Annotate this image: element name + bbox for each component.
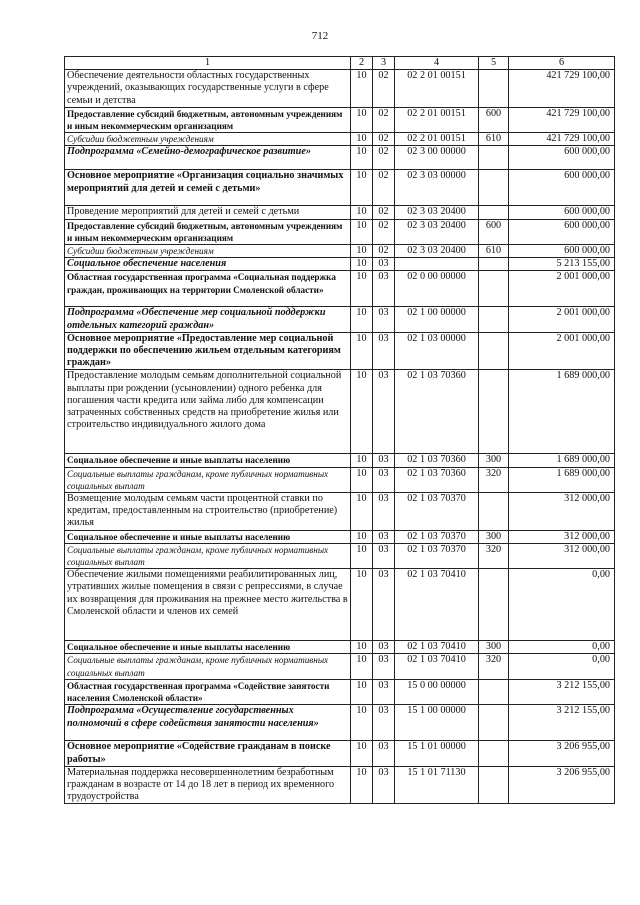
row-section-cell: 10: [351, 245, 373, 258]
row-name-cell: Социальные выплаты гражданам, кроме публичных нормативных социальных выплат: [65, 467, 351, 492]
row-amount-cell: 0,00: [509, 654, 615, 679]
row-target-article-cell: 02 1 03 70360: [395, 454, 479, 467]
row-expense-type-cell: [479, 332, 509, 370]
row-name-cell: Основное мероприятие «Организация социально значимых мероприятий для детей и семей с детьми»: [65, 170, 351, 206]
row-name-cell: Проведение мероприятий для детей и семей с детьми: [65, 206, 351, 219]
row-subsection-cell: 03: [373, 741, 395, 766]
row-expense-type-cell: 610: [479, 133, 509, 146]
row-subsection-cell: 02: [373, 219, 395, 244]
row-name-cell: Подпрограмма «Семейно-демографическое развитие»: [65, 146, 351, 170]
row-expense-type-cell: [479, 370, 509, 454]
row-amount-cell: 5 213 155,00: [509, 258, 615, 271]
row-target-article-cell: 02 3 03 00000: [395, 170, 479, 206]
row-amount-cell: 0,00: [509, 641, 615, 654]
table-row: [65, 679, 615, 704]
row-expense-type-cell: 320: [479, 467, 509, 492]
row-subsection-cell: 03: [373, 766, 395, 804]
table-row: [65, 307, 615, 332]
row-section-cell: 10: [351, 206, 373, 219]
row-expense-type-cell: [479, 258, 509, 271]
row-subsection-cell: 03: [373, 467, 395, 492]
row-expense-type-cell: 300: [479, 530, 509, 543]
row-amount-cell: 0,00: [509, 569, 615, 641]
row-expense-type-cell: 600: [479, 219, 509, 244]
row-subsection-cell: 02: [373, 70, 395, 108]
row-target-article-cell: 02 0 00 00000: [395, 271, 479, 307]
row-amount-cell: 1 689 000,00: [509, 454, 615, 467]
header-col-5: 5: [479, 57, 509, 70]
row-name-cell: Основное мероприятие «Содействие гражданам в поиске работы»: [65, 741, 351, 766]
row-name-cell: Основное мероприятие «Предоставление мер социальной поддержки по обеспечению жильем отдельным категориям граждан»: [65, 332, 351, 370]
row-target-article-cell: 02 1 03 70410: [395, 654, 479, 679]
row-name-cell: Областная государственная программа «Социальная поддержка граждан, проживающих на территории Смоленской области»: [65, 271, 351, 307]
row-subsection-cell: 02: [373, 170, 395, 206]
row-name-cell: Социальные выплаты гражданам, кроме публичных нормативных социальных выплат: [65, 654, 351, 679]
row-expense-type-cell: 600: [479, 107, 509, 132]
row-section-cell: 10: [351, 258, 373, 271]
row-subsection-cell: 03: [373, 307, 395, 332]
row-subsection-cell: 03: [373, 543, 395, 568]
row-name-cell: Обеспечение жилыми помещениями реабилитированных лиц, утративших жилые помещения в связи с репрессиями, в случае их возвращения для проживания на прежнее место жительства в Смоленской области и членов их семей: [65, 569, 351, 641]
row-target-article-cell: 02 2 01 00151: [395, 107, 479, 132]
row-amount-cell: 3 206 955,00: [509, 741, 615, 766]
row-section-cell: 10: [351, 454, 373, 467]
row-name-cell: Социальное обеспечение и иные выплаты населению: [65, 530, 351, 543]
row-expense-type-cell: [479, 206, 509, 219]
row-expense-type-cell: 300: [479, 641, 509, 654]
row-target-article-cell: 15 0 00 00000: [395, 679, 479, 704]
row-expense-type-cell: [479, 569, 509, 641]
table-row: [65, 569, 615, 641]
table-row: [65, 766, 615, 804]
row-amount-cell: 2 001 000,00: [509, 271, 615, 307]
row-section-cell: 10: [351, 107, 373, 132]
table-row: [65, 107, 615, 132]
row-expense-type-cell: 320: [479, 654, 509, 679]
row-amount-cell: 3 212 155,00: [509, 705, 615, 741]
row-section-cell: 10: [351, 530, 373, 543]
row-expense-type-cell: 320: [479, 543, 509, 568]
header-col-2: 2: [351, 57, 373, 70]
row-name-cell: Предоставление субсидий бюджетным, автономным учреждениям и иным некоммерческим организациям: [65, 219, 351, 244]
row-amount-cell: 421 729 100,00: [509, 70, 615, 108]
row-expense-type-cell: [479, 741, 509, 766]
row-target-article-cell: 02 3 03 20400: [395, 206, 479, 219]
row-expense-type-cell: [479, 705, 509, 741]
header-col-6: 6: [509, 57, 615, 70]
table-row: [65, 493, 615, 531]
row-amount-cell: 1 689 000,00: [509, 467, 615, 492]
row-amount-cell: 421 729 100,00: [509, 133, 615, 146]
row-section-cell: 10: [351, 146, 373, 170]
row-subsection-cell: 03: [373, 332, 395, 370]
row-amount-cell: 421 729 100,00: [509, 107, 615, 132]
row-name-cell: Субсидии бюджетным учреждениям: [65, 245, 351, 258]
row-name-cell: Материальная поддержка несовершеннолетним безработным гражданам в возрасте от 14 до 18 лет в период их временного трудоустройства: [65, 766, 351, 804]
row-target-article-cell: [395, 258, 479, 271]
row-section-cell: 10: [351, 467, 373, 492]
row-amount-cell: 3 206 955,00: [509, 766, 615, 804]
row-target-article-cell: 02 1 00 00000: [395, 307, 479, 332]
table-row: [65, 146, 615, 170]
row-expense-type-cell: [479, 271, 509, 307]
row-name-cell: Социальное обеспечение и иные выплаты населению: [65, 641, 351, 654]
row-expense-type-cell: [479, 679, 509, 704]
table-row: [65, 258, 615, 271]
row-section-cell: 10: [351, 493, 373, 531]
table-row: [65, 133, 615, 146]
row-name-cell: Областная государственная программа «Содействие занятости населения Смоленской области»: [65, 679, 351, 704]
table-row: [65, 454, 615, 467]
row-expense-type-cell: [479, 70, 509, 108]
row-name-cell: Возмещение молодым семьям части процентной ставки по кредитам, предоставленным на строительство (приобретение) жилья: [65, 493, 351, 531]
row-subsection-cell: 03: [373, 493, 395, 531]
budget-table: [64, 56, 615, 804]
budget-table-container: [64, 56, 614, 804]
row-section-cell: 10: [351, 741, 373, 766]
row-amount-cell: 600 000,00: [509, 146, 615, 170]
row-subsection-cell: 03: [373, 705, 395, 741]
table-row: [65, 705, 615, 741]
row-name-cell: Социальное обеспечение и иные выплаты населению: [65, 454, 351, 467]
table-row: [65, 219, 615, 244]
row-subsection-cell: 03: [373, 569, 395, 641]
row-name-cell: Подпрограмма «Обеспечение мер социальной поддержки отдельных категорий граждан»: [65, 307, 351, 332]
row-subsection-cell: 03: [373, 271, 395, 307]
table-row: [65, 70, 615, 108]
row-section-cell: 10: [351, 307, 373, 332]
table-row: [65, 654, 615, 679]
row-subsection-cell: 03: [373, 454, 395, 467]
row-target-article-cell: 02 1 03 70370: [395, 493, 479, 531]
row-section-cell: 10: [351, 641, 373, 654]
row-target-article-cell: 15 1 00 00000: [395, 705, 479, 741]
row-target-article-cell: 02 1 03 70410: [395, 569, 479, 641]
row-target-article-cell: 02 3 03 20400: [395, 245, 479, 258]
row-target-article-cell: 02 3 03 20400: [395, 219, 479, 244]
row-section-cell: 10: [351, 271, 373, 307]
row-target-article-cell: 02 1 03 70360: [395, 370, 479, 454]
row-amount-cell: 600 000,00: [509, 219, 615, 244]
row-amount-cell: 312 000,00: [509, 530, 615, 543]
table-row: [65, 332, 615, 370]
header-col-1: 1: [65, 57, 351, 70]
row-expense-type-cell: [479, 146, 509, 170]
row-section-cell: 10: [351, 543, 373, 568]
row-amount-cell: 2 001 000,00: [509, 332, 615, 370]
row-target-article-cell: 02 1 03 70370: [395, 543, 479, 568]
row-subsection-cell: 02: [373, 107, 395, 132]
row-amount-cell: 2 001 000,00: [509, 307, 615, 332]
row-target-article-cell: 02 1 03 70410: [395, 641, 479, 654]
row-subsection-cell: 02: [373, 133, 395, 146]
row-subsection-cell: 03: [373, 641, 395, 654]
table-row: [65, 170, 615, 206]
row-target-article-cell: 02 1 03 70360: [395, 467, 479, 492]
row-target-article-cell: 02 2 01 00151: [395, 70, 479, 108]
row-amount-cell: 600 000,00: [509, 206, 615, 219]
row-name-cell: Субсидии бюджетным учреждениям: [65, 133, 351, 146]
row-subsection-cell: 02: [373, 245, 395, 258]
row-subsection-cell: 02: [373, 206, 395, 219]
row-target-article-cell: 02 1 03 00000: [395, 332, 479, 370]
header-col-4: 4: [395, 57, 479, 70]
row-expense-type-cell: [479, 766, 509, 804]
row-section-cell: 10: [351, 679, 373, 704]
table-row: [65, 206, 615, 219]
row-name-cell: Подпрограмма «Осуществление государственных полномочий в сфере содействия занятости населения»: [65, 705, 351, 741]
row-amount-cell: 600 000,00: [509, 170, 615, 206]
row-expense-type-cell: [479, 170, 509, 206]
row-section-cell: 10: [351, 170, 373, 206]
row-section-cell: 10: [351, 569, 373, 641]
row-expense-type-cell: [479, 493, 509, 531]
row-expense-type-cell: 300: [479, 454, 509, 467]
row-subsection-cell: 02: [373, 146, 395, 170]
row-subsection-cell: 03: [373, 258, 395, 271]
row-name-cell: Социальные выплаты гражданам, кроме публичных нормативных социальных выплат: [65, 543, 351, 568]
row-name-cell: Социальное обеспечение населения: [65, 258, 351, 271]
row-target-article-cell: 15 1 01 00000: [395, 741, 479, 766]
table-row: [65, 467, 615, 492]
row-section-cell: 10: [351, 133, 373, 146]
table-row: [65, 741, 615, 766]
header-col-3: 3: [373, 57, 395, 70]
row-name-cell: Обеспечение деятельности областных государственных учреждений, оказывающих государственные услуги в сфере семьи и детства: [65, 70, 351, 108]
row-section-cell: 10: [351, 70, 373, 108]
row-section-cell: 10: [351, 219, 373, 244]
row-amount-cell: 600 000,00: [509, 245, 615, 258]
row-expense-type-cell: [479, 307, 509, 332]
row-section-cell: 10: [351, 705, 373, 741]
row-subsection-cell: 03: [373, 654, 395, 679]
table-header-row: [65, 57, 615, 70]
row-section-cell: 10: [351, 332, 373, 370]
row-target-article-cell: 02 2 01 00151: [395, 133, 479, 146]
table-row: [65, 370, 615, 454]
row-section-cell: 10: [351, 370, 373, 454]
row-target-article-cell: 15 1 01 71130: [395, 766, 479, 804]
row-subsection-cell: 03: [373, 679, 395, 704]
row-name-cell: Предоставление молодым семьям дополнительной социальной выплаты при рождении (усыновлении) одного ребенка для погашения части кредита или займа либо для компенсации затраченных собственных средств на приобретение жилья или строительство индивидуального жилого дома: [65, 370, 351, 454]
row-amount-cell: 312 000,00: [509, 493, 615, 531]
row-target-article-cell: 02 1 03 70370: [395, 530, 479, 543]
table-row: [65, 543, 615, 568]
row-amount-cell: 1 689 000,00: [509, 370, 615, 454]
row-expense-type-cell: 610: [479, 245, 509, 258]
table-row: [65, 530, 615, 543]
table-row: [65, 641, 615, 654]
table-row: [65, 271, 615, 307]
row-section-cell: 10: [351, 654, 373, 679]
page-number: 712: [311, 30, 329, 42]
row-target-article-cell: 02 3 00 00000: [395, 146, 479, 170]
row-section-cell: 10: [351, 766, 373, 804]
table-body: [65, 70, 615, 804]
row-name-cell: Предоставление субсидий бюджетным, автономным учреждениям и иным некоммерческим организациям: [65, 107, 351, 132]
row-subsection-cell: 03: [373, 530, 395, 543]
table-row: [65, 245, 615, 258]
row-amount-cell: 3 212 155,00: [509, 679, 615, 704]
row-amount-cell: 312 000,00: [509, 543, 615, 568]
row-subsection-cell: 03: [373, 370, 395, 454]
